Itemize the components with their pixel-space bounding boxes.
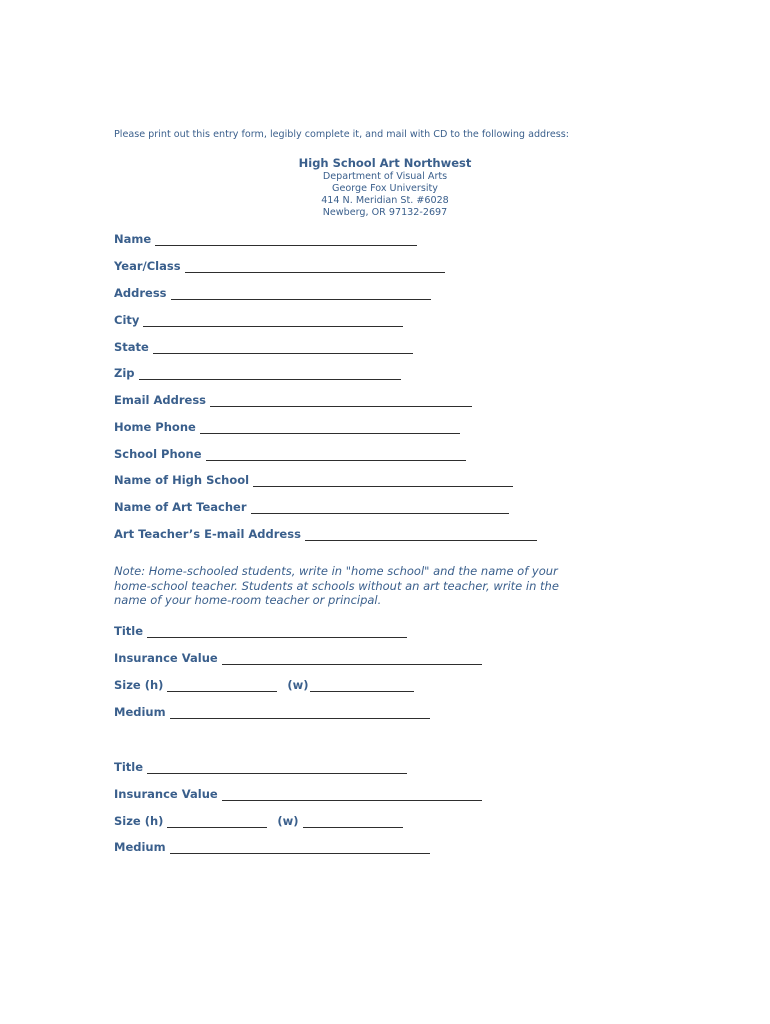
organization-name: High School Art Northwest	[298, 156, 472, 170]
artwork-2-insurance-label: Insurance Value	[114, 787, 218, 801]
state-input-line[interactable]	[153, 341, 413, 354]
email-label: Email Address	[114, 393, 207, 407]
artwork-1-title-input-line[interactable]	[147, 625, 407, 638]
home-school-note: Note: Home-schooled students, write in "home school" and the name of your home-school teacher. Students at schools without an art teacher, write in the name of your home-room teacher or principal.	[114, 564, 559, 607]
art-teacher-input-line[interactable]	[251, 501, 509, 514]
year-class-label: Year/Class	[114, 259, 181, 273]
high-school-field-row	[114, 471, 513, 487]
artwork-1-size-row	[114, 676, 414, 692]
artwork-2-width-input-line[interactable]	[303, 815, 403, 828]
artwork-1-width-input-line[interactable]	[310, 679, 414, 692]
city-field-row	[114, 311, 403, 327]
high-school-input-line[interactable]	[253, 474, 513, 487]
name-label: Name	[114, 232, 152, 246]
artwork-2-title-input-line[interactable]	[147, 761, 407, 774]
teacher-email-label: Art Teacher’s E-mail Address	[114, 527, 301, 541]
artwork-1-insurance-row	[114, 649, 482, 665]
artwork-1-medium-label: Medium	[114, 705, 166, 719]
year-class-input-line[interactable]	[185, 260, 445, 273]
artwork-2-medium-label: Medium	[114, 840, 166, 854]
artwork-2-medium-row	[114, 838, 430, 854]
city-state-zip-line: Newberg, OR 97132-2697	[322, 207, 448, 218]
name-field-row	[114, 230, 417, 246]
home-phone-field-row	[114, 418, 460, 434]
street-line: 414 N. Meridian St. #6028	[321, 195, 449, 206]
email-input-line[interactable]	[210, 394, 472, 407]
artwork-1-title-label: Title	[114, 624, 144, 638]
school-phone-field-row	[114, 445, 466, 461]
state-field-row	[114, 338, 413, 354]
zip-input-line[interactable]	[139, 367, 401, 380]
artwork-2-medium-input-line[interactable]	[170, 841, 430, 854]
artwork-1-medium-input-line[interactable]	[170, 706, 430, 719]
artwork-1-title-row	[114, 622, 407, 638]
art-teacher-field-row	[114, 498, 509, 514]
email-field-row	[114, 391, 472, 407]
teacher-email-input-line[interactable]	[305, 528, 537, 541]
year-class-field-row	[114, 257, 445, 273]
artwork-2-height-input-line[interactable]	[167, 815, 267, 828]
artwork-2-insurance-row	[114, 785, 482, 801]
department-line: Department of Visual Arts	[322, 171, 448, 182]
state-label: State	[114, 340, 149, 354]
city-input-line[interactable]	[143, 314, 403, 327]
address-label: Address	[114, 286, 167, 300]
artwork-2-size-row	[114, 812, 403, 828]
artwork-2-size-w-label: (w)	[277, 814, 299, 828]
city-label: City	[114, 313, 140, 327]
home-phone-label: Home Phone	[114, 420, 196, 434]
artwork-1-height-input-line[interactable]	[167, 679, 277, 692]
school-phone-label: School Phone	[114, 447, 202, 461]
artwork-1-medium-row	[114, 703, 430, 719]
mailing-address	[0, 155, 770, 219]
zip-field-row	[114, 364, 401, 380]
art-teacher-label: Name of Art Teacher	[114, 500, 247, 514]
artwork-1-size-w-label: (w)	[287, 678, 309, 692]
artwork-1-insurance-input-line[interactable]	[222, 652, 482, 665]
high-school-label: Name of High School	[114, 473, 250, 487]
address-input-line[interactable]	[171, 287, 431, 300]
university-line: George Fox University	[332, 183, 438, 194]
artwork-2-size-h-label: Size (h)	[114, 814, 164, 828]
school-phone-input-line[interactable]	[206, 448, 466, 461]
name-input-line[interactable]	[155, 233, 417, 246]
artwork-2-title-label: Title	[114, 760, 144, 774]
home-phone-input-line[interactable]	[200, 421, 460, 434]
intro-text: Please print out this entry form, legibly complete it, and mail with CD to the following address:	[114, 129, 569, 140]
artwork-1-insurance-label: Insurance Value	[114, 651, 218, 665]
artwork-2-title-row	[114, 758, 407, 774]
address-field-row	[114, 284, 431, 300]
artwork-1-size-h-label: Size (h)	[114, 678, 164, 692]
artwork-2-insurance-input-line[interactable]	[222, 788, 482, 801]
teacher-email-field-row	[114, 525, 537, 541]
zip-label: Zip	[114, 366, 135, 380]
